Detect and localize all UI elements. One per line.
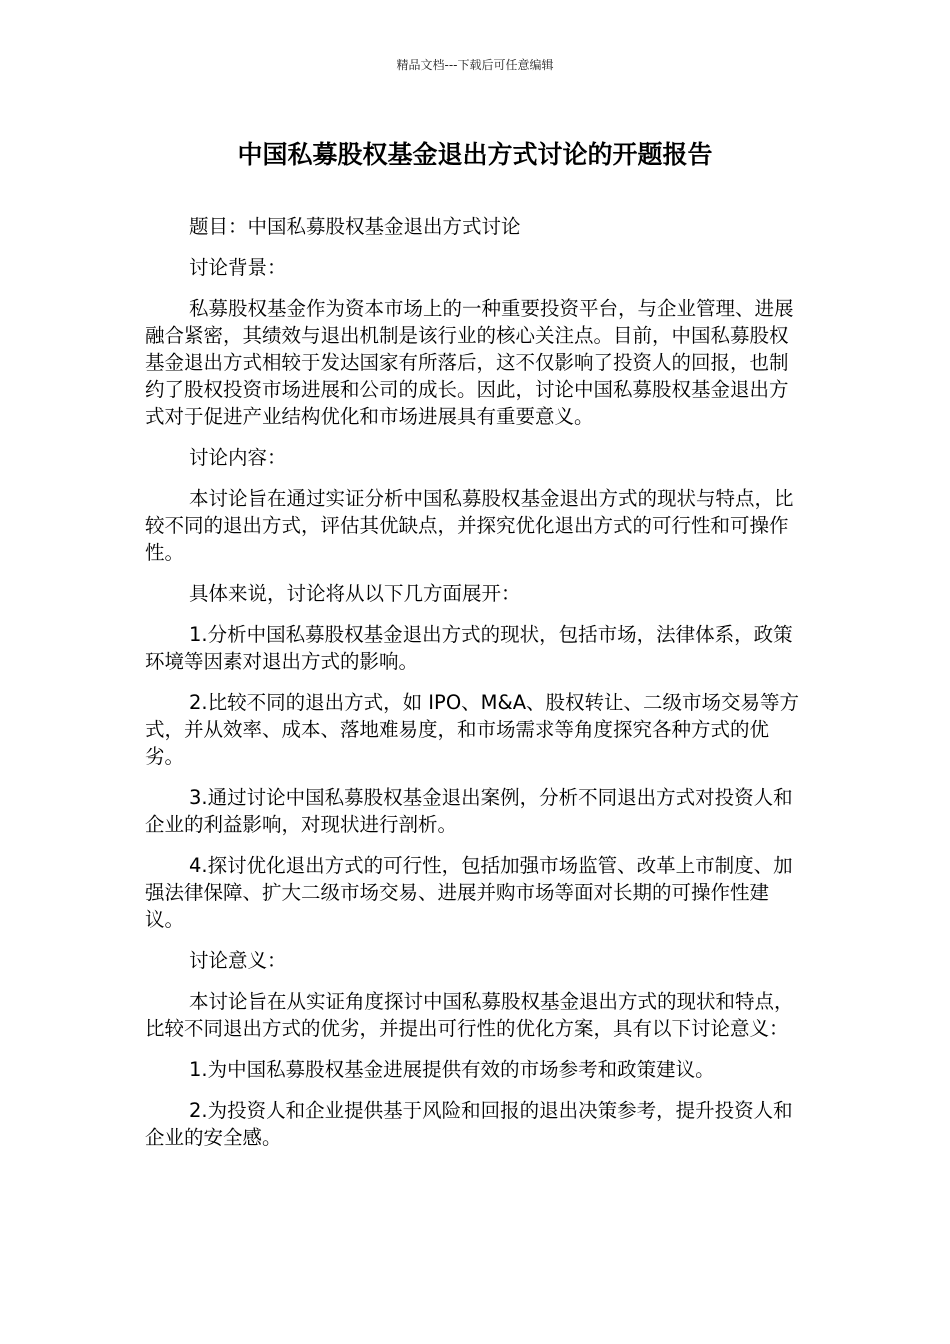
content-item-2: 2.比较不同的退出方式，如 IPO、M&A、股权转让、二级市场交易等方式，并从效率、成本、落地难易度，和市场需求等角度探究各种方式的优劣。 [145,691,800,768]
background-paragraph: 私募股权基金作为资本市场上的一种重要投资平台，与企业管理、进展融合紧密，其绩效与退出机制是该行业的核心关注点。目前，中国私募股权基金退出方式相较于发达国家有所落后，这不仅影响了投资人的回报，也制约了股权投资市场进展和公司的成长。因此，讨论中国私募股权基金退出方式对于促进产业结构优化和市场进展具有重要意义。 [145,297,794,428]
content-item-1: 1.分析中国私募股权基金退出方式的现状，包括市场，法律体系，政策环境等因素对退出方式的影响。 [145,623,793,673]
content-paragraph: 本讨论旨在通过实证分析中国私募股权基金退出方式的现状与特点，比较不同的退出方式，评估其优缺点，并探究优化退出方式的可行性和可操作性。 [145,487,794,564]
content-intro: 具体来说，讨论将从以下几方面展开： [189,582,521,605]
content-heading: 讨论内容： [189,446,287,469]
content-item-3: 3.通过讨论中国私募股权基金退出案例，分析不同退出方式对投资人和企业的利益影响，对现状进行剖析。 [145,786,793,836]
content-item-4: 4.探讨优化退出方式的可行性，包括加强市场监管、改革上市制度、加强法律保障、扩大二级市场交易、进展并购市场等面对长期的可操作性建议。 [145,854,793,931]
topic-paragraph: 题目：中国私募股权基金退出方式讨论 [189,215,521,238]
document-title: 中国私募股权基金退出方式讨论的开题报告 [237,140,713,169]
page-header: 精品文档---下载后可任意编辑 [396,58,554,72]
significance-item-2: 2.为投资人和企业提供基于风险和回报的退出决策参考，提升投资人和企业的安全感。 [145,1099,793,1149]
significance-item-1: 1.为中国私募股权基金进展提供有效的市场参考和政策建议。 [189,1058,715,1081]
significance-paragraph: 本讨论旨在从实证角度探讨中国私募股权基金退出方式的现状和特点，比较不同退出方式的优劣，并提出可行性的优化方案，具有以下讨论意义： [145,990,794,1040]
document-body [145,213,805,1165]
significance-heading: 讨论意义： [189,949,287,972]
background-heading: 讨论背景： [189,256,287,279]
